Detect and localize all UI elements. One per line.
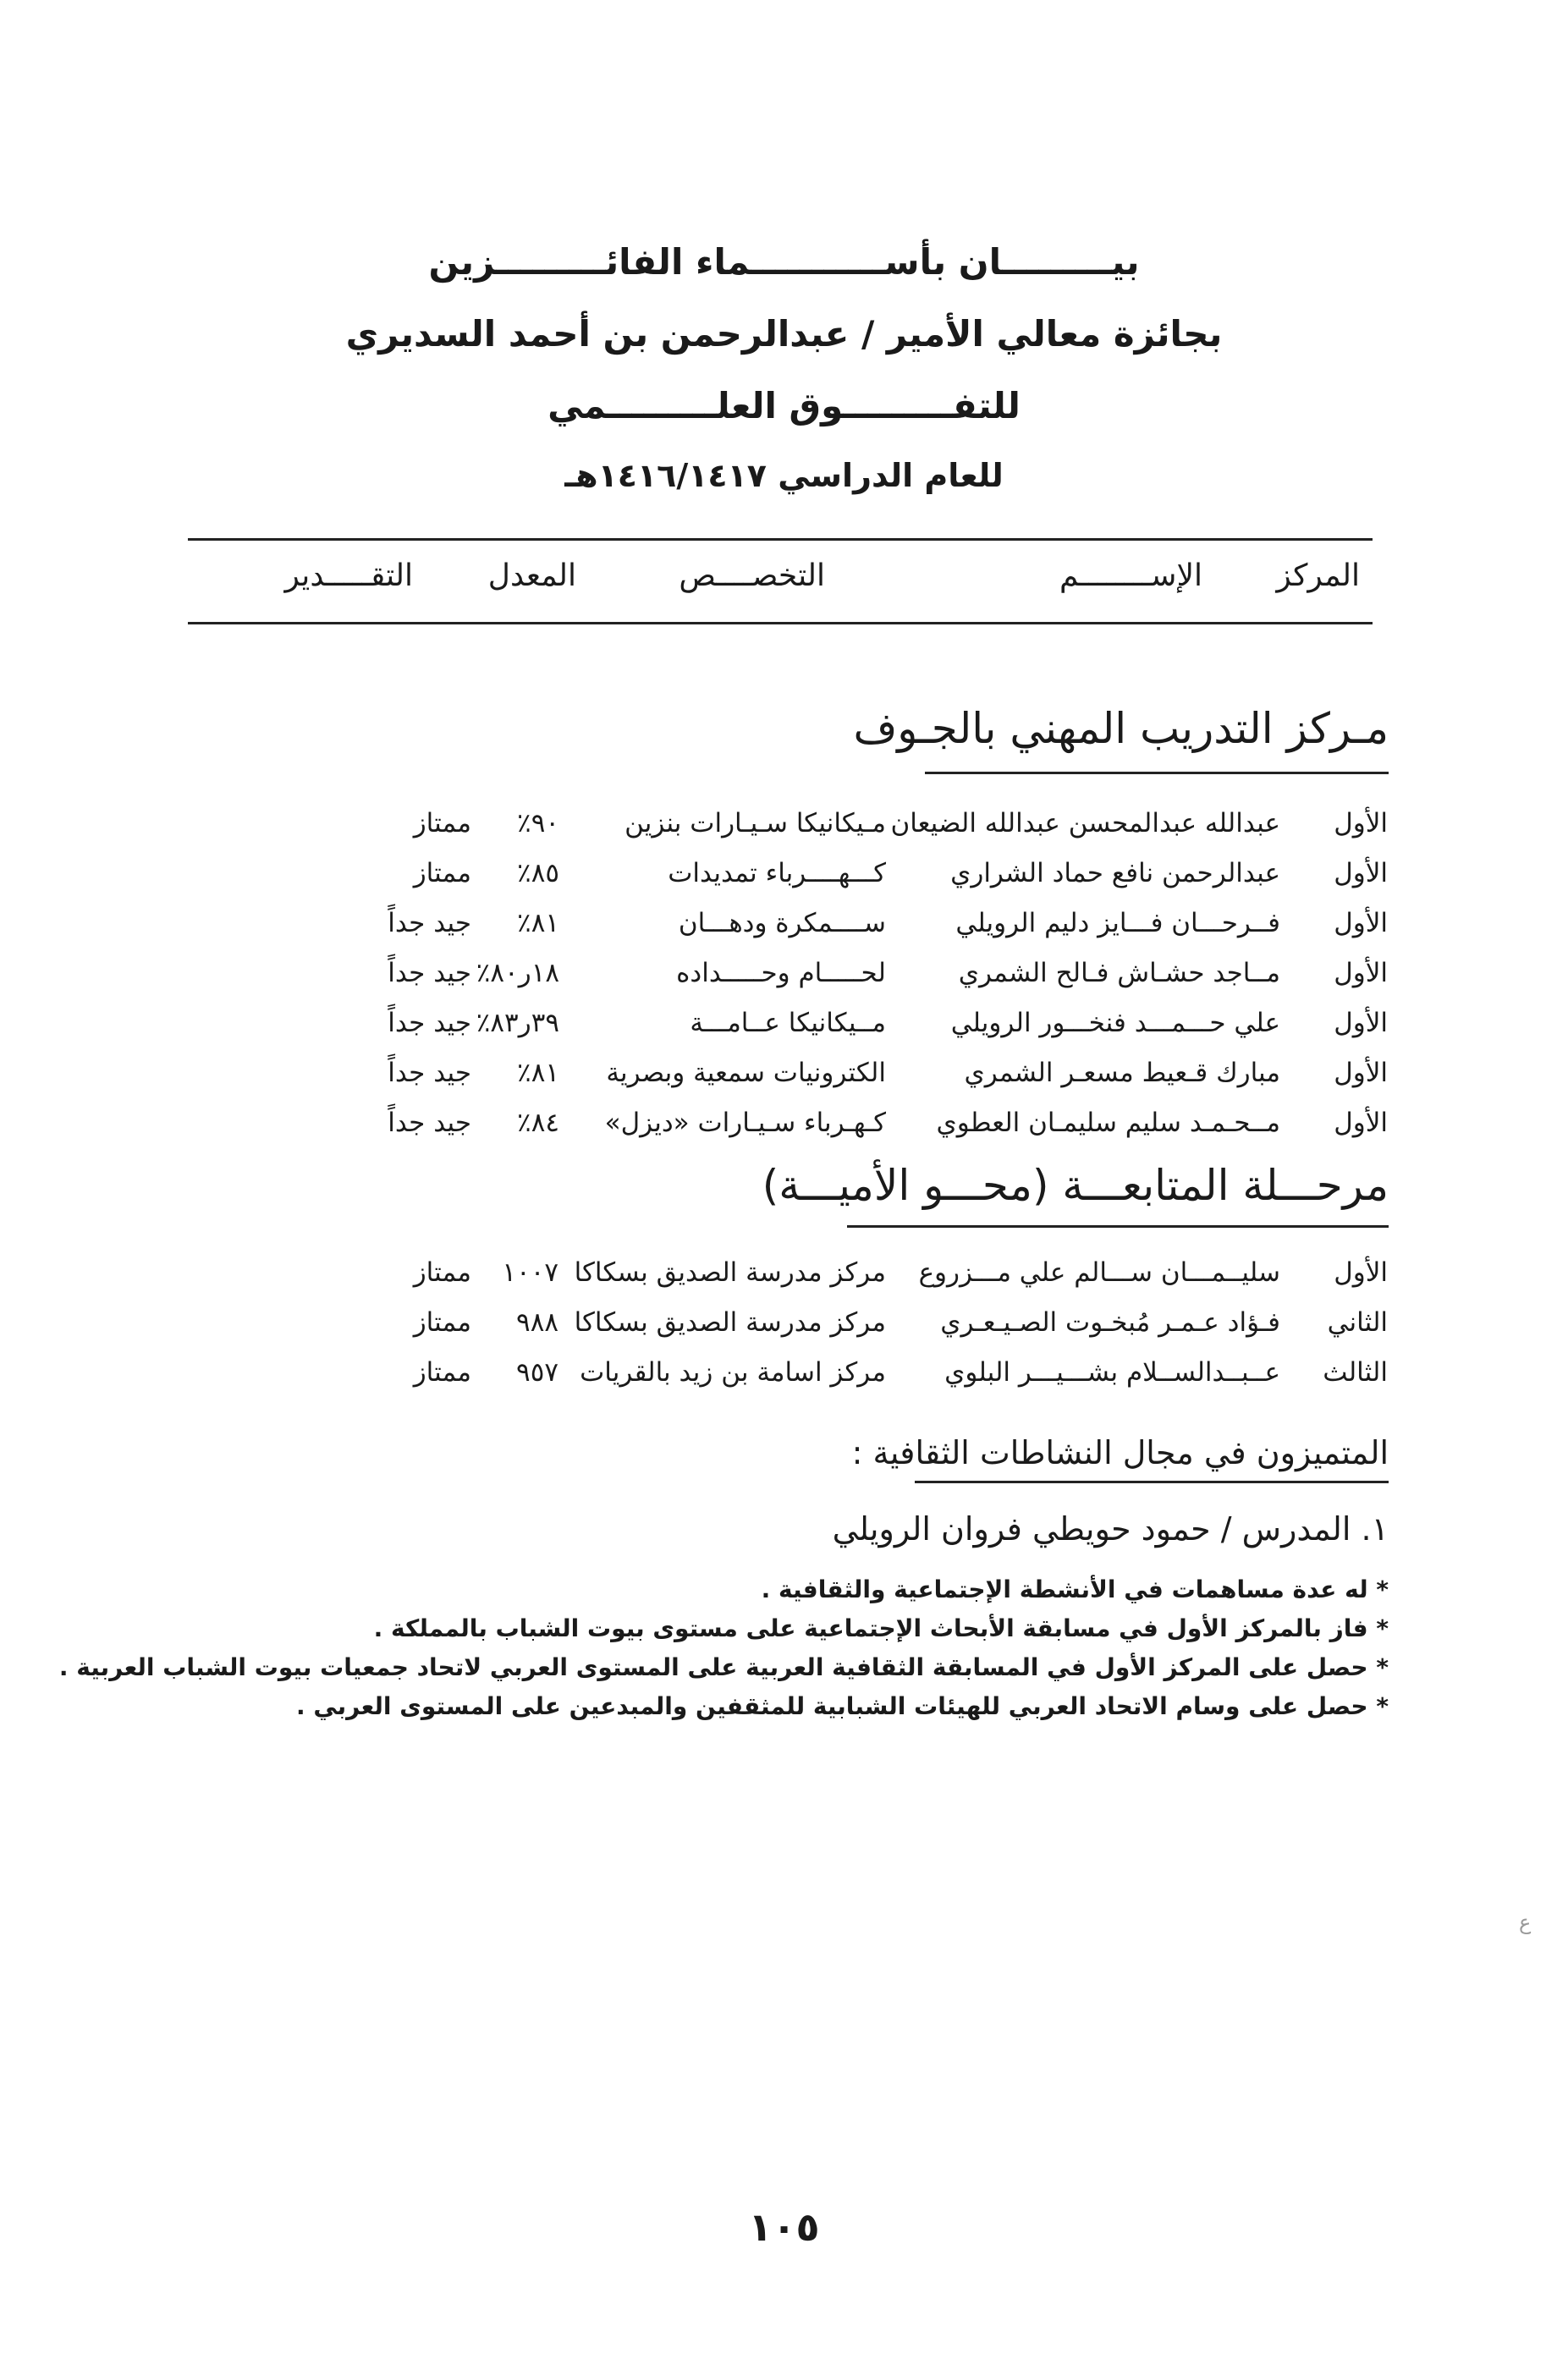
cell-rank: الأول xyxy=(1334,858,1388,888)
cell-grade: جيد جداً xyxy=(388,958,471,988)
margin-mark: ع xyxy=(1519,1911,1532,1934)
cell-rank: الأول xyxy=(1334,1108,1388,1138)
section-literacy-underline xyxy=(847,1225,1389,1228)
cell-score: ٩٥٧ xyxy=(516,1357,558,1388)
table-row xyxy=(0,1307,1568,1350)
table-row xyxy=(0,958,1568,1000)
header-score: المعدل xyxy=(487,558,576,593)
title-line-4: للعام الدراسي ١٤١٦/١٤١٧هـ xyxy=(564,457,1004,494)
header-name: الإســــــــم xyxy=(1059,558,1202,593)
cell-score: ١٠٠٧ xyxy=(502,1257,558,1288)
cell-name: عــبــدالســلام بشـــيـــر البلوي xyxy=(944,1357,1280,1388)
title-line-2: بجائزة معالي الأمير / عبدالرحمن بن أحمد السديري xyxy=(345,313,1223,355)
cell-specialization: مـيكانيكا سـيـارات بنزين xyxy=(624,808,886,839)
table-row xyxy=(0,1108,1568,1150)
cell-name: عبدالرحمن نافع حماد الشراري xyxy=(950,858,1280,888)
table-row xyxy=(0,1058,1568,1100)
cell-rank: الأول xyxy=(1334,958,1388,988)
cell-rank: الأول xyxy=(1334,1257,1388,1288)
cell-center: مركز اسامة بن زيد بالقريات xyxy=(580,1357,886,1388)
cell-specialization: ســــمكرة ودهـــان xyxy=(678,908,886,938)
cell-rank: الثالث xyxy=(1323,1357,1388,1388)
title-line-1: بيـــــــــان بأســـــــــــماء الفائـــــــــزين xyxy=(428,241,1140,283)
cell-name: عبدالله عبدالمحسن عبدالله الضيعان xyxy=(890,808,1280,839)
cell-score: ٨٤٪ xyxy=(517,1108,559,1138)
cell-score: ٣٩ر٨٣٪ xyxy=(476,1008,559,1038)
cell-grade: جيد جداً xyxy=(388,908,471,938)
cell-name: فــرحـــان فـــايز دليم الرويلي xyxy=(955,908,1280,938)
page-number: ١٠٥ xyxy=(748,2204,820,2250)
cell-grade: ممتاز xyxy=(413,1257,471,1288)
cell-specialization: لحـــــام وحـــــداده xyxy=(676,958,886,988)
section-vocational-underline xyxy=(925,772,1389,774)
cell-name: سليــمـــان ســـالم علي مـــزروع xyxy=(918,1257,1280,1288)
achievement-bullet: * حصل على المركز الأول في المسابقة الثقافية العربية على المستوى العربي لاتحاد جمعيات بيوت الشباب العربية . xyxy=(58,1653,1389,1681)
cell-rank: الأول xyxy=(1334,1058,1388,1088)
cell-center: مركز مدرسة الصديق بسكاكا xyxy=(574,1307,886,1338)
cell-grade: ممتاز xyxy=(413,858,471,888)
cultural-heading-underline xyxy=(915,1481,1389,1483)
cell-score: ٩٠٪ xyxy=(517,808,559,839)
cell-center: مركز مدرسة الصديق بسكاكا xyxy=(574,1257,886,1288)
achievement-bullet: * حصل على وسام الاتحاد العربي للهيئات الشبابية للمثقفين والمبدعين على المستوى العربي . xyxy=(295,1692,1389,1720)
cell-score: ٨١٪ xyxy=(517,908,559,938)
cell-grade: جيد جداً xyxy=(388,1108,471,1138)
cell-score: ٩٨٨ xyxy=(516,1307,558,1338)
cell-name: مــحـمـد سليم سليمـان العطوي xyxy=(936,1108,1280,1138)
cell-specialization: الكترونيات سمعية وبصرية xyxy=(606,1058,886,1088)
table-row xyxy=(0,808,1568,850)
header-grade: التقـــــدير xyxy=(284,558,413,593)
header-rank: المركز xyxy=(1276,558,1360,593)
cell-specialization: مــيكانيكا عــامـــة xyxy=(690,1008,886,1038)
title-line-3: للتفـــــــــوق العلـــــــــمي xyxy=(547,385,1021,426)
cell-rank: الأول xyxy=(1334,1008,1388,1038)
achievement-bullet: * له عدة مساهمات في الأنشطة الإجتماعية والثقافية . xyxy=(761,1575,1389,1603)
cell-grade: جيد جداً xyxy=(388,1008,471,1038)
distinguished-teacher: ١. المدرس / حمود حويطي فروان الرويلي xyxy=(832,1510,1389,1548)
header-specialization: التخصــــص xyxy=(679,558,825,593)
table-row xyxy=(0,908,1568,950)
cell-score: ٨٥٪ xyxy=(517,858,559,888)
table-row xyxy=(0,1357,1568,1399)
cell-rank: الأول xyxy=(1334,908,1388,938)
cell-rank: الثاني xyxy=(1327,1307,1388,1338)
section-literacy-title: مرحـــلة المتابعـــة (محـــو الأميـــة) xyxy=(762,1161,1389,1210)
cell-specialization: كـــهــــرباء تمديدات xyxy=(668,858,886,888)
cell-grade: جيد جداً xyxy=(388,1058,471,1088)
cell-score: ٨١٪ xyxy=(517,1058,559,1088)
cell-name: مبارك قـعيط مسعـر الشمري xyxy=(964,1058,1280,1088)
header-bottom-rule xyxy=(188,622,1373,624)
table-row xyxy=(0,858,1568,900)
cell-grade: ممتاز xyxy=(413,1357,471,1388)
cell-name: فـؤاد عـمـر مُبخـوت الصـيـعـري xyxy=(940,1307,1280,1338)
achievement-bullet: * فاز بالمركز الأول في مسابقة الأبحاث الإجتماعية على مستوى بيوت الشباب بالمملكة . xyxy=(373,1614,1389,1642)
header-top-rule xyxy=(188,538,1373,541)
cell-grade: ممتاز xyxy=(413,1307,471,1338)
cell-specialization: كـهـرباء سـيـارات «ديزل» xyxy=(604,1108,886,1138)
cultural-activities-heading: المتميزون في مجال النشاطات الثقافية : xyxy=(851,1434,1389,1471)
cell-name: مــاجد حشـاش فـالح الشمري xyxy=(958,958,1280,988)
table-row xyxy=(0,1257,1568,1300)
cell-score: ١٨ر٨٠٪ xyxy=(476,958,559,988)
section-vocational-training-title: مـركز التدريب المهني بالجـوف xyxy=(853,704,1389,753)
table-row xyxy=(0,1008,1568,1050)
cell-grade: ممتاز xyxy=(413,808,471,839)
cell-rank: الأول xyxy=(1334,808,1388,839)
cell-name: علي حـــمـــد فنخـــور الرويلي xyxy=(950,1008,1280,1038)
